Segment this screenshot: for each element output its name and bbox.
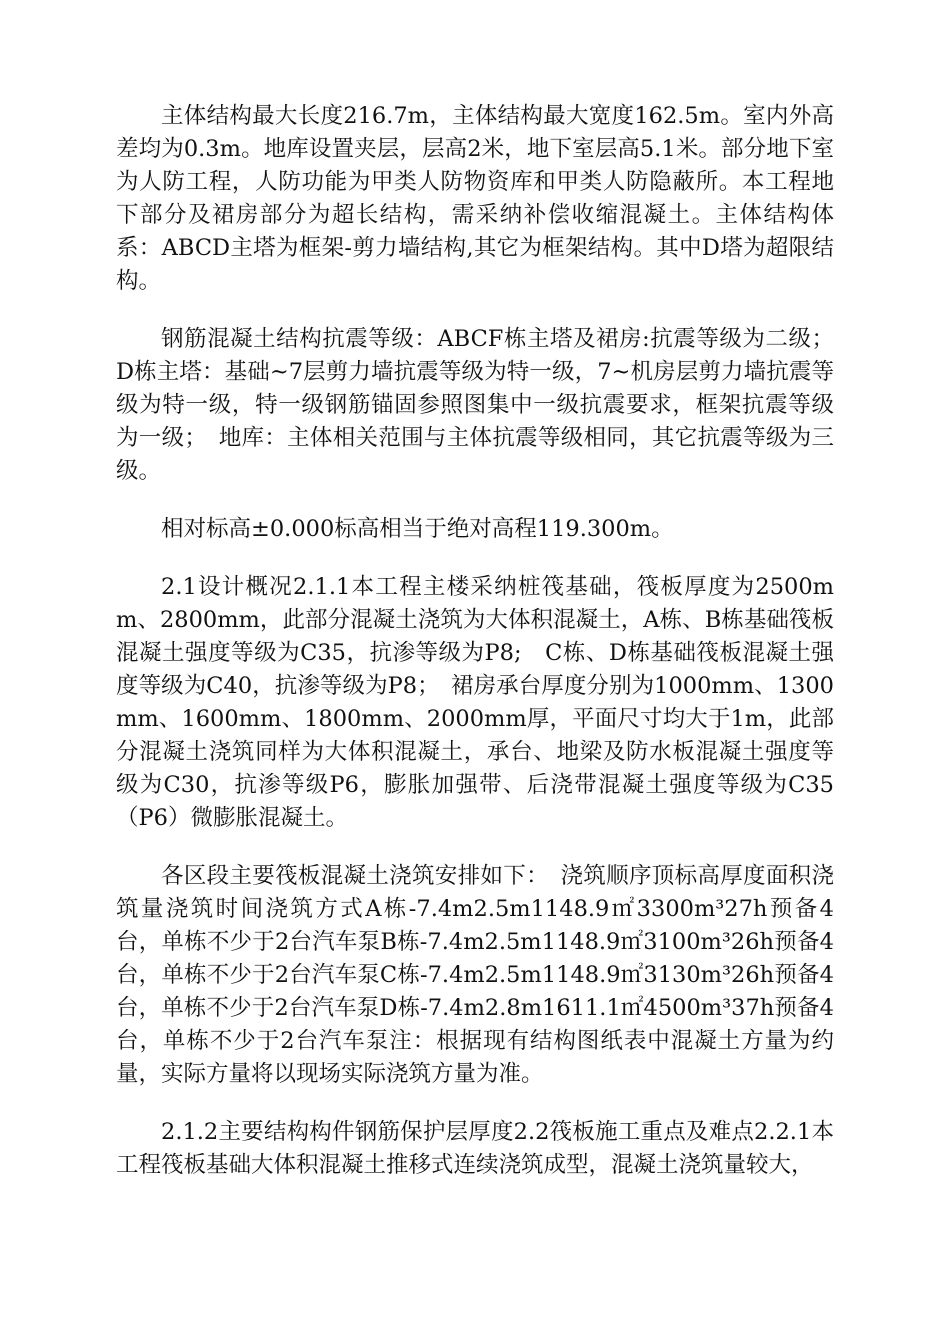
paragraph-design-overview: 2.1设计概况2.1.1本工程主楼采纳桩筏基础，筏板厚度为2500mm、2800mm，此部分混凝土浇筑为大体积混凝土，A栋、B栋基础筏板混凝土强度等级为C35，抗渗等级为P8; C栋、D栋基础筏板混凝土强度等级为C40，抗渗等级为P8； 裙房承台厚度分别为1000mm、1300mm、1600mm、1800mm、2000mm厚，平面尺寸均大于1m，此部分混凝土浇筑同样为大体积混凝土，承台、地梁及防水板混凝土强度等级为C30，抗渗等级P6，膨胀加强带、后浇带混凝土强度等级为C35（P6）微膨胀混凝土。 — [116, 574, 834, 831]
paragraph-elevation: 相对标高±0.000标高相当于绝对高程119.300m。 — [161, 516, 674, 542]
paragraph-pouring-arrangement: 各区段主要筏板混凝土浇筑安排如下： 浇筑顺序顶标高厚度面积浇筑量浇筑时间浇筑方式A栋-7.4m2.5m1148.9㎡3300m³27h预备4台，单栋不少于2台汽车泵B栋-7.4m2.5m1148.9㎡3100m³26h预备4台，单栋不少于2台汽车泵C栋-7.4m2.5m1148.9㎡3130m³26h预备4台，单栋不少于2台汽车泵D栋-7.4m2.8m1611.1㎡4500m³37h预备4台，单栋不少于2台汽车泵注：根据现有结构图纸表中混凝土方量为约量，实际方量将以现场实际浇筑方量为准。 — [116, 863, 834, 1087]
document-body — [116, 100, 834, 1182]
paragraph-key-points: 2.1.2主要结构构件钢筋保护层厚度2.2筏板施工重点及难点2.2.1本工程筏板基础大体积混凝土推移式连续浇筑成型，混凝土浇筑量较大， — [116, 1119, 834, 1178]
paragraph-main-structure: 主体结构最大长度216.7m，主体结构最大宽度162.5m。室内外高差均为0.3m。地库设置夹层，层高2米，地下室层高5.1米。部分地下室为人防工程，人防功能为甲类人防物资库和甲类人防隐蔽所。本工程地下部分及裙房部分为超长结构，需采纳补偿收缩混凝土。主体结构体系：ABCD主塔为框架-剪力墙结构,其它为框架结构。其中D塔为超限结构。 — [116, 103, 834, 294]
paragraph-seismic-grade: 钢筋混凝土结构抗震等级：ABCF栋主塔及裙房:抗震等级为二级； D栋主塔：基础~7层剪力墙抗震等级为特一级，7~机房层剪力墙抗震等级为特一级，特一级钢筋锚固参照图集中一级抗震要求，框架抗震等级为一级； 地库：主体相关范围与主体抗震等级相同，其它抗震等级为三级。 — [116, 326, 834, 484]
